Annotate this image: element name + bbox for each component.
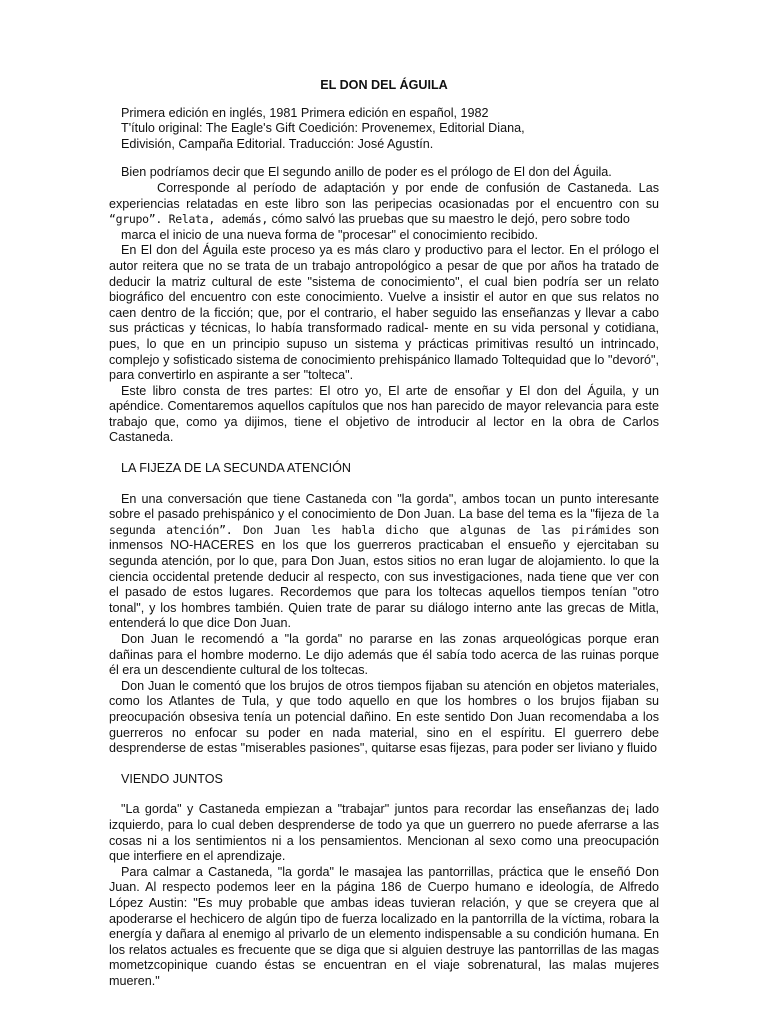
fijeza-paragraph-1	[109, 492, 659, 632]
fijeza-p1-pre: En una conversación que tiene Castaneda con "la gorda", ambos tocan un punto interesante sobre el pasado prehispánico y el conocimiento de Don Juan. La base del tema es la "fijeza de	[109, 491, 659, 522]
fijeza-paragraph-3: Don Juan le comentó que los brujos de otros tiempos fijaban su atención en objetos materiales, como los Atlantes de Tula, y que todo aquello en que los hombres o los brujos fijaban su preocupación obsesiva tenía un potencial dañino. En este sentido Don Juan recomendaba a los guerreros no enfocar su poder en nada material, sino en el espíritu. El guerrero debe desprenderse de estas "miserables pasiones", quitarse esas fijezas, para poder ser liviano y fluido	[109, 678, 659, 756]
intro-paragraph-1b	[109, 181, 659, 228]
intro-section	[109, 165, 659, 446]
viendo-paragraph-2: Para calmar a Castaneda, "la gorda" le masajea las pantorrillas, práctica que le enseñó Don Juan. Al respecto podemos leer en la página 186 de Cuerpo humano e ideología, de Alfredo López Austin: "Es muy probable que ambas ideas tuvieran relación, y que se creyera que al apoderarse el hechicero de algún tipo de fuerza localizado en la pantorrilla de la víctima, robara la energía y dañara al enemigo al privarlo de un elemento indispensable a su condición humana. En los relatos actuales es frecuente que se diga que si alguien destruye las pantorrillas de las magas mometzcopinique cuando éstas se encuentran en el viaje sobrenatural, las malas mujeres mueren."	[109, 864, 659, 988]
section-heading-viendo: VIENDO JUNTOS	[121, 771, 223, 786]
intro-p1b-post: cómo salvó las pruebas que su maestro le dejó, pero sobre todo	[267, 212, 630, 227]
section-viendo	[109, 802, 659, 989]
intro-paragraph-3: Este libro consta de tres partes: El otro yo, El arte de ensoñar y El don del Águila, y un apéndice. Comentaremos aquellos capítulos que nos han parecido de mayor relevancia para este trabajo que, como ya dijimos, tiene el objetivo de introducir al lector en la obra de Carlos Castaneda.	[109, 383, 659, 445]
document-page	[109, 78, 659, 989]
intro-p1b-text: Corresponde al período de adaptación y por ende de confusión de Castaneda. Las experiencias relatadas en este libro son las peripecias ocasionadas por el encuentro con su	[109, 180, 659, 211]
meta-line-1: Primera edición en inglés, 1981 Primera edición en español, 1982	[121, 105, 489, 120]
section-heading-fijeza: LA FIJEZA DE LA SECUNDA ATENCIÓN	[121, 461, 352, 476]
meta-line-2: T'ítulo original: The Eagle's Gift Coedición: Provenemex, Editorial Diana,	[121, 121, 525, 136]
intro-paragraph-1a: Bien podríamos decir que El segundo anillo de poder es el prólogo de El don del Águila.	[121, 165, 612, 180]
fijeza-paragraph-2: Don Juan le recomendó a "la gorda" no pararse en las zonas arqueológicas porque eran dañinas para el hombre moderno. Le dijo además que él sabía todo acerca de las ruinas porque él era un descendiente cultural de los toltecas.	[109, 632, 659, 678]
intro-paragraph-2: En El don del Águila este proceso ya es más claro y productivo para el lector. En el prólogo el autor reitera que no se trata de un trabajo antropológico a pesar de que por años ha tratado de deducir la matriz cultural de este "sistema de conocimiento", el cual bien podría ser un relato biográfico del encuentro con este conocimiento. Vuelve a insistir el autor en que sus relatos no caen dentro de la ficción; que, por el contrario, el haber seguido las enseñanzas y llevar a cabo sus prácticas y técnicas, lo había transformado radical- mente en su vida personal y cotidiana, pues, lo que en un principio supuso un sistema y prácticas primitivas resultó un intrincado, complejo y sofisticado sistema de conocimiento prehispánico llamado Toltequidad que lo "devoró", para convertirlo en aspirante a ser "tolteca".	[109, 243, 659, 383]
document-title: EL DON DEL ÁGUILA	[320, 78, 448, 92]
viendo-paragraph-1: "La gorda" y Castaneda empiezan a "trabajar" juntos para recordar las enseñanzas de¡ lado izquierdo, para lo cual deben desprenderse de todo ya que un guerrero no puede aferrarse a las cosas ni a los sentimientos ni a los pensamientos. Mencionan al sexo como una preocupación que interfiere en el aprendizaje.	[109, 802, 659, 864]
fijeza-p1-post: son inmensos NO-HACERES en los que los guerreros practicaban el ensueño y ejercitaban su segunda atención, por lo que, para Don Juan, estos sitios no eran lugar de alojamiento. lo que la ciencia occidental pretende deducir al respecto, con sus investigaciones, nada tiene que ver con el pasado de estos lugares. Recordemos que para los toltecas aquellos tiempos tenían "otro tonal", y los hombres también. Quien trate de parar su diálogo interno ante las grecas de Mitla, entenderá lo que dice Don Juan.	[109, 522, 659, 631]
publication-info	[121, 106, 659, 153]
section-fijeza	[109, 492, 659, 757]
fijeza-p1-hand: la segunda atención”. Don Juan les habla dicho que algunas de las pirámides	[109, 507, 659, 537]
intro-p1b-hand: “grupo”. Relata, además,	[109, 212, 268, 227]
meta-line-3: Edivisión, Campaña Editorial. Traducción: José Agustín.	[121, 136, 434, 151]
intro-paragraph-1c: marca el inicio de una nueva forma de "procesar" el conocimiento recibido.	[121, 227, 539, 242]
